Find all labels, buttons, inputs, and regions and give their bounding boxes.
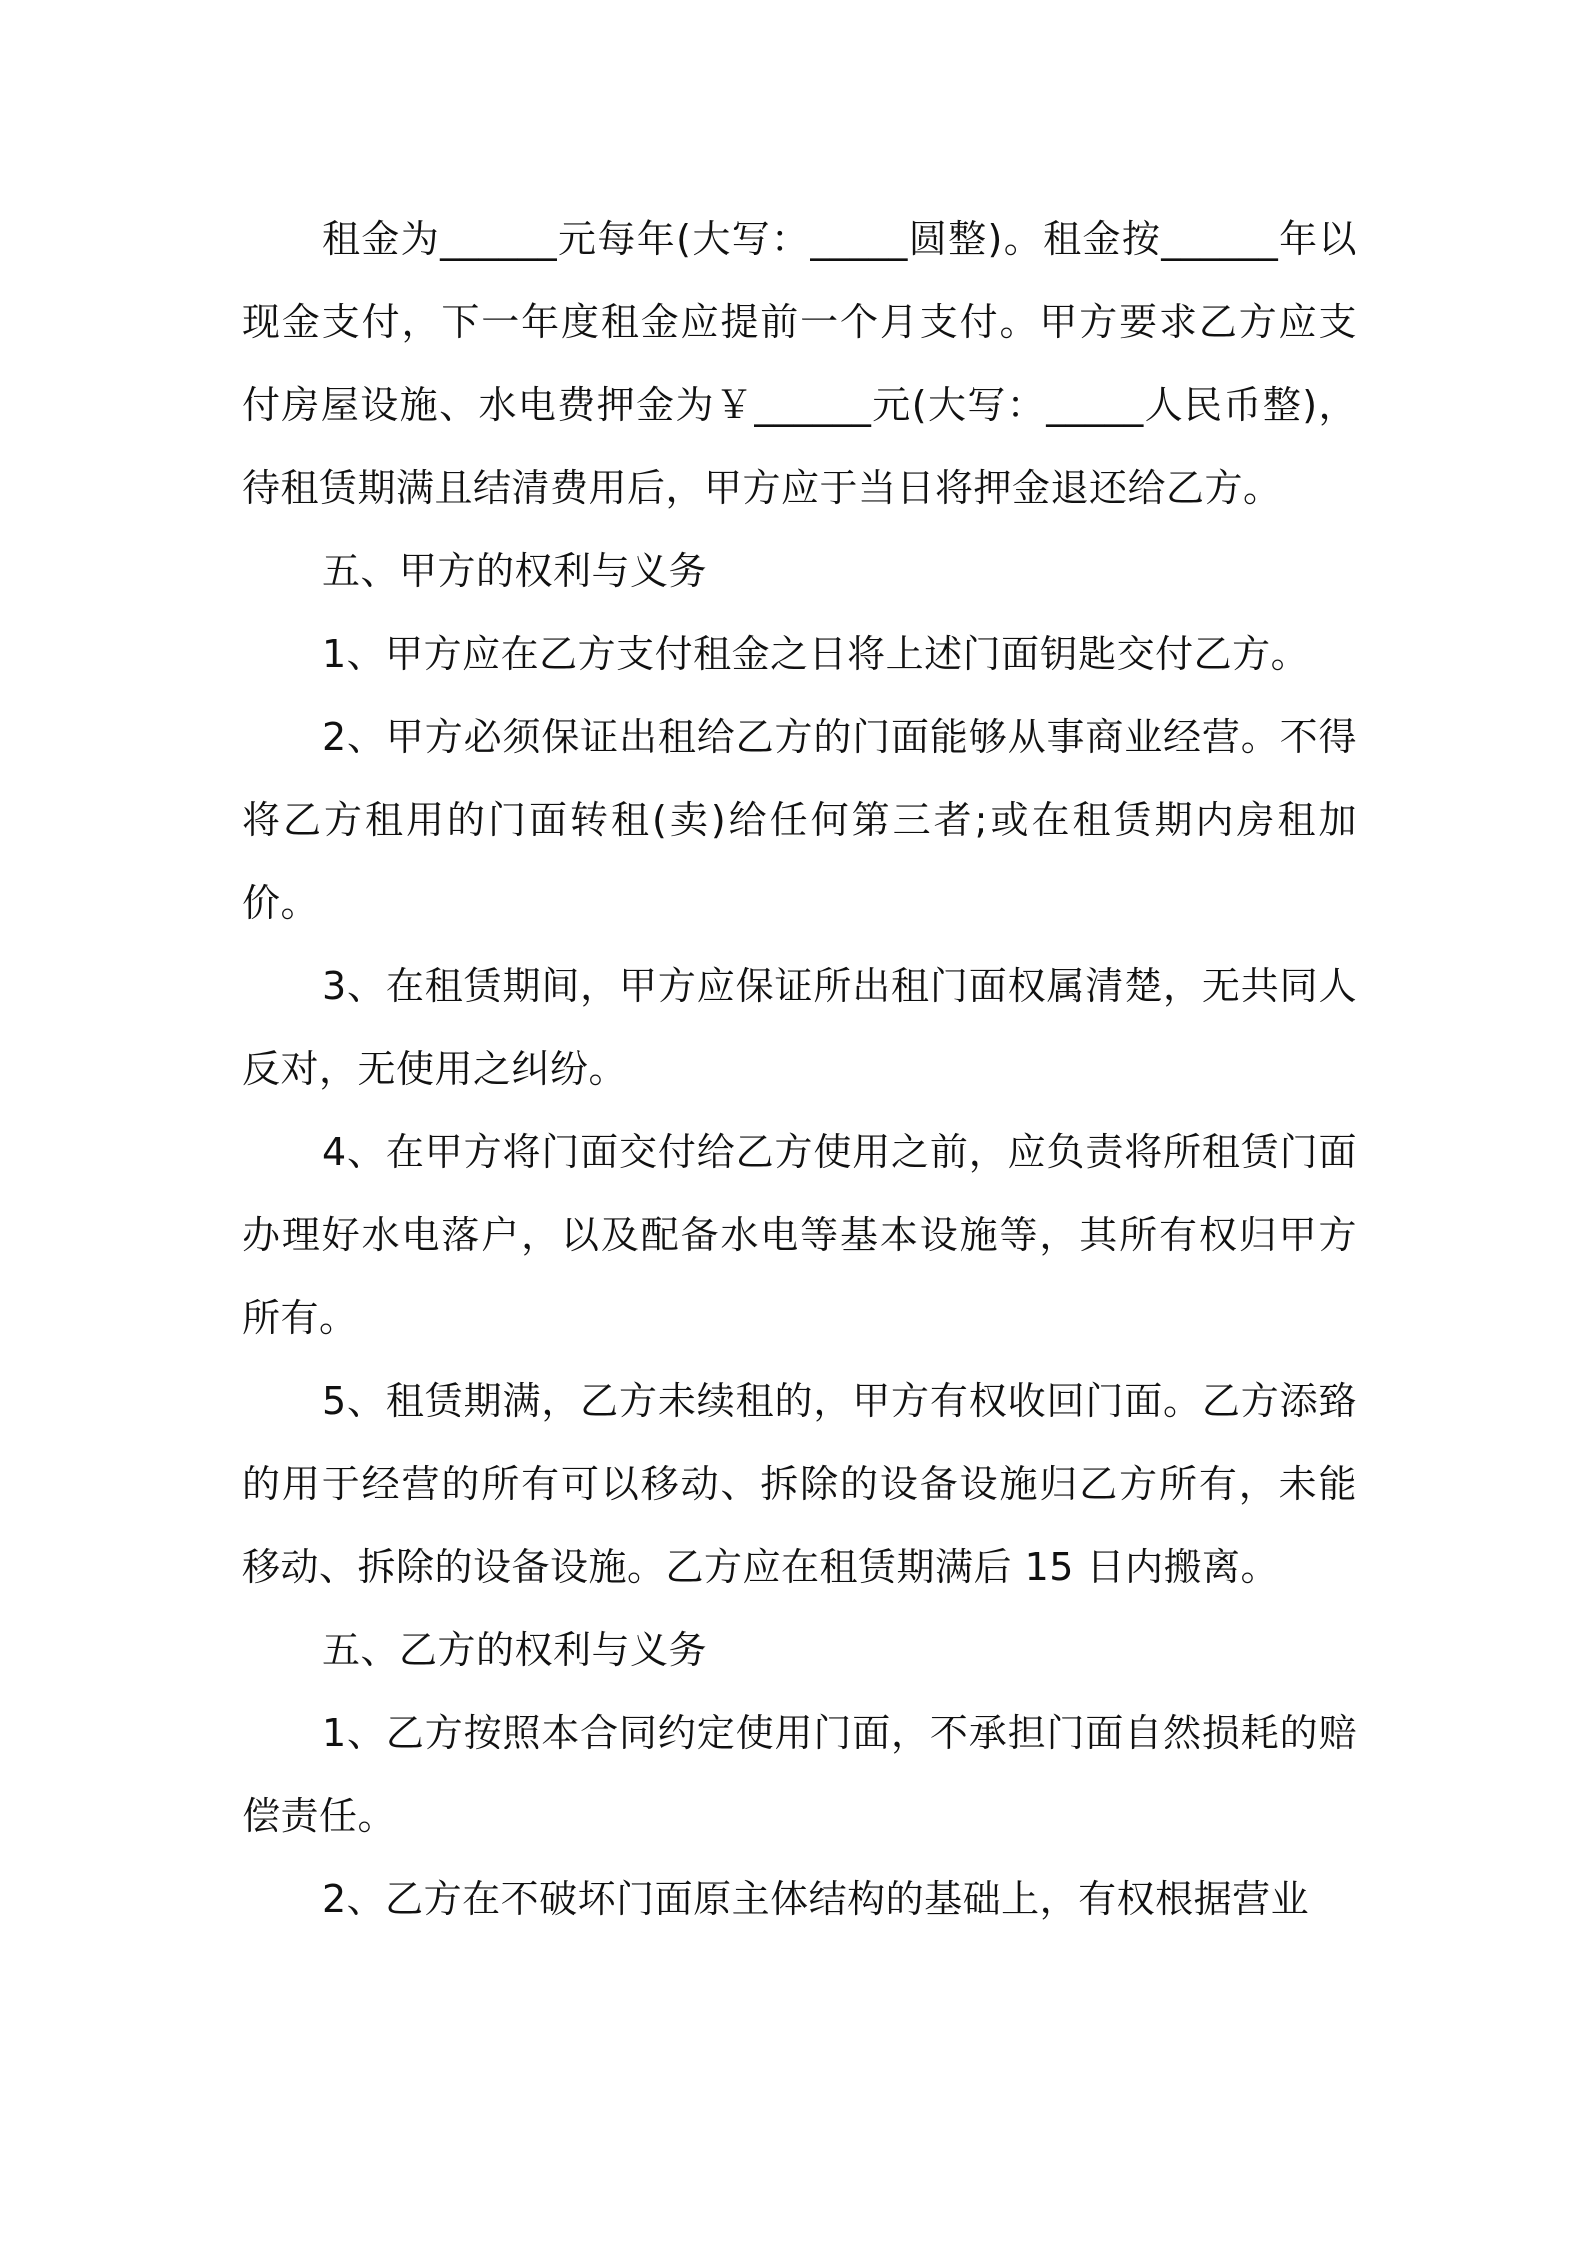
section-heading-party-b: 五、乙方的权利与义务: [322, 1628, 708, 1672]
clause-a-3: 3、在租赁期间，甲方应保证所出租门面权属清楚，无共同人反对，无使用之纠纷。: [242, 964, 1357, 1091]
section-heading-party-a: 五、甲方的权利与义务: [322, 549, 708, 593]
clause-a-2: 2、甲方必须保证出租给乙方的门面能够从事商业经营。不得将乙方租用的门面转租(卖)给任何第三者;或在租赁期内房租加价。: [242, 715, 1357, 925]
clause-a-1: 1、甲方应在乙方支付租金之日将上述门面钥匙交付乙方。: [322, 632, 1310, 676]
clause-b-2: 2、乙方在不破坏门面原主体结构的基础上，有权根据营业: [322, 1877, 1310, 1921]
paragraph-rent-deposit: 租金为______元每年(大写：_____圆整)。租金按______年以现金支付，下一年度租金应提前一个月支付。甲方要求乙方应支付房屋设施、水电费押金为￥______元(大写：_____人民币整)，待租赁期满且结清费用后，甲方应于当日将押金退还给乙方。: [242, 217, 1357, 510]
clause-a-4: 4、在甲方将门面交付给乙方使用之前，应负责将所租赁门面办理好水电落户，以及配备水电等基本设施等，其所有权归甲方所有。: [242, 1130, 1357, 1340]
clause-b-1: 1、乙方按照本合同约定使用门面，不承担门面自然损耗的赔偿责任。: [242, 1711, 1357, 1838]
document-body: [242, 198, 1357, 1941]
clause-a-5: 5、租赁期满，乙方未续租的，甲方有权收回门面。乙方添臵的用于经营的所有可以移动、拆除的设备设施归乙方所有，未能移动、拆除的设备设施。乙方应在租赁期满后 15 日内搬离。: [242, 1379, 1357, 1589]
